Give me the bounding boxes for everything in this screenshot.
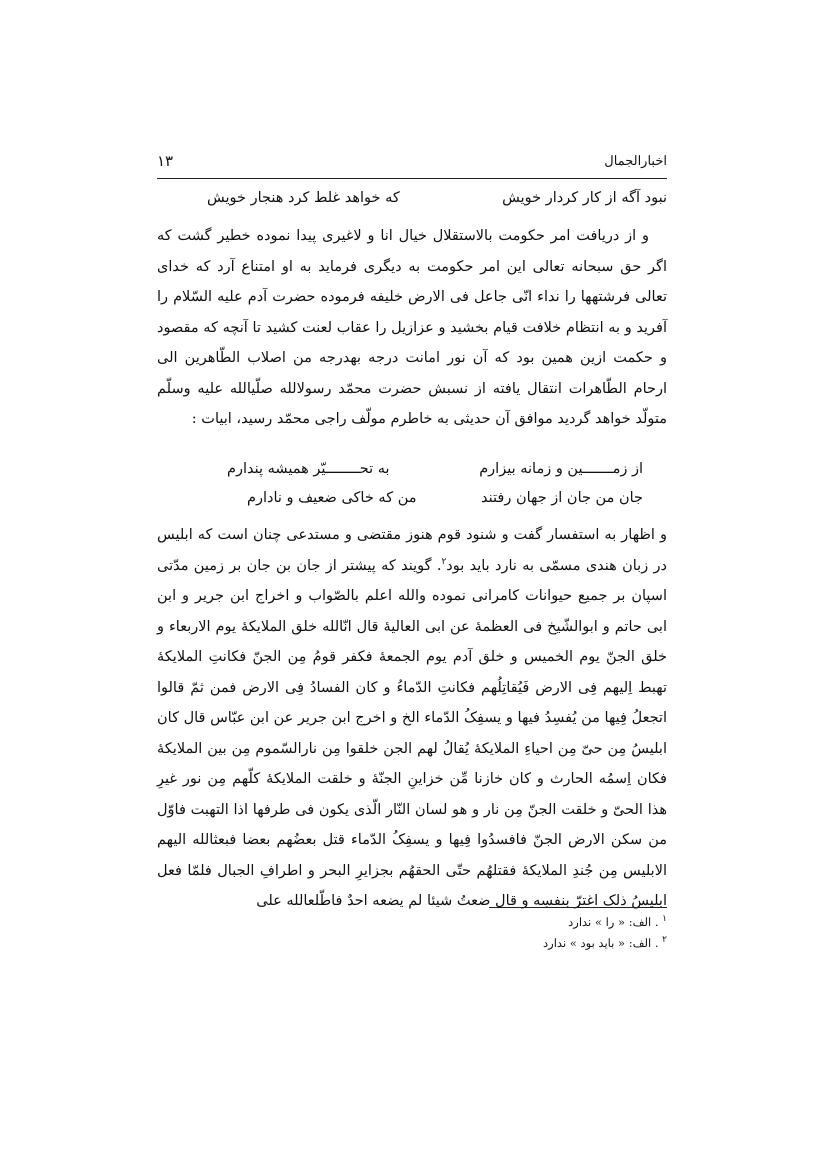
footnote-text: . الف: « را » ندارد xyxy=(568,915,659,929)
verse-hemistich-right: جان من جان از جهان رفتند xyxy=(481,490,643,506)
verse-couplet-1 xyxy=(157,190,667,220)
paragraph-2-text-end: . گویند که پیشتر از جان بن جان بر زمین مدّتی اسپان بر جمیع حیوانات کامرانی نموده والله اعلم بالصّواب و اخراج ابن جریر و ابن ابی حاتم و ابوالشّیخ فی العظمهٔ عن ابی العالیهٔ قال انّالله خلق الملایکهٔ یوم الاربعاء و خلق الجنّ یوم الخمیس و خلق آدم یوم الجمعهٔ فکفر قومُ مِن الجنّ فکانتِ الملایکهٔ تهبط اِلیهم فِی الارض فَیُقاتِلُهم فکانتِ الدّماءُ و کان الفسادُ فِی الارض فمن ثمّ قالوا اتجعلُ فِیها من یُفسِدُ فیها و یسفِکُ الدّماء الخ و اخرج ابن جریر عن ابن عبّاس قال کان ابلیسُ مِن حیّ مِن احیاءِ الملایکهٔ یُقالُ لهم الجن خلقوا مِن نارالسّموم مِن بین الملایکهٔ فکان اِسمُه الحارث و کان خازنا مِّن خزاینِ الجنّهٔ و خلقت الملایکهٔ کلّهم مِن نور غیرِ هذا الحیّ و خلقت الجنّ مِن نار و هو لسان النّار الّذی یکون فی طرفها اذا التهبت فاوّل من سکن الارض الجنّ فافسدُوا فِیها و یسفِکُ الدّماء قتل بعضُهم بعضا فبعثالله الیهم الابلیس مِن جُندِ الملایکهٔ فقتلهُم حتّی الحقهُم بجزایرِ البحر و اطرافِ الجبال فلمّا فعل ابلیسُ ذلک اغترّ بنفسِه و قال ضعتُ شیئا لم یضعه احدٌ فاطّلعالله علی xyxy=(157,557,667,909)
page-header xyxy=(157,150,667,176)
footnote-divider xyxy=(489,907,667,908)
page-number: ١٣ xyxy=(157,152,174,170)
running-title: اخبارالجمال xyxy=(604,154,667,169)
verse-hemistich-right: از زمـــــــین و زمانه بیزارم xyxy=(479,461,643,477)
footnote-text: . الف: « باید بود » ندارد xyxy=(543,936,659,950)
footnote-number: ٢ xyxy=(662,935,667,946)
footnote-number: ١ xyxy=(662,914,667,925)
paragraph-2-text-start: و اظهار به استفسار گفت و شنود قوم هنوز مقتضی و مستدعی چنان است که ابلیس در زبان هندی مسمّی به نارد باید بود xyxy=(157,527,667,574)
footnote-item xyxy=(367,933,667,954)
verse-couplet-3 xyxy=(157,490,667,520)
verse-couplet-2 xyxy=(157,461,667,491)
verse-hemistich-left: به تحــــــــیّر همیشه پندارم xyxy=(227,461,390,477)
header-divider xyxy=(157,178,667,179)
verse-hemistich-left: من که خاکی ضعیف و نادارم xyxy=(247,490,417,506)
paragraph-2 xyxy=(157,520,667,917)
footnote-item xyxy=(367,912,667,933)
paragraph-1 xyxy=(157,221,667,435)
footnotes xyxy=(367,912,667,954)
verse-hemistich-left: که خواهد غلط کرد هنجار خویش xyxy=(207,190,400,206)
verse-hemistich-right: نبود آگه از کار کردار خویش xyxy=(502,190,667,206)
paragraph-1-text: و از دریافت امر حکومت بالاستقلال خیال انا و لاغیری پیدا نموده خطیر گشت که اگر حق سبحانه تعالی این امر حکومت به دیگری فرماید به او امتناع آرد که خدای تعالی فرشتهها را نداء انّی جاعل فی الارض خلیفه فرموده حضرت آدم علیه السّلام را آفرید و به انتظام خلافت قیام بخشید و عزازیل را عقاب لعنت کشید تا آنچه که مقصود و حکمت ازین همین بود که آن نور امانت درجه بهدرجه من اصلاب الطّاهرین الی ارحام الطّاهرات انتقال یافته از نسبش حضرت محمّد رسولالله صلّیالله علیه وسلّم متولّد خواهد گردید موافق آن حدیثی به خاطرم مولّف راجی محمّد رسید، ابیات : xyxy=(157,228,667,427)
footnote-ref: ٢ xyxy=(441,556,447,567)
